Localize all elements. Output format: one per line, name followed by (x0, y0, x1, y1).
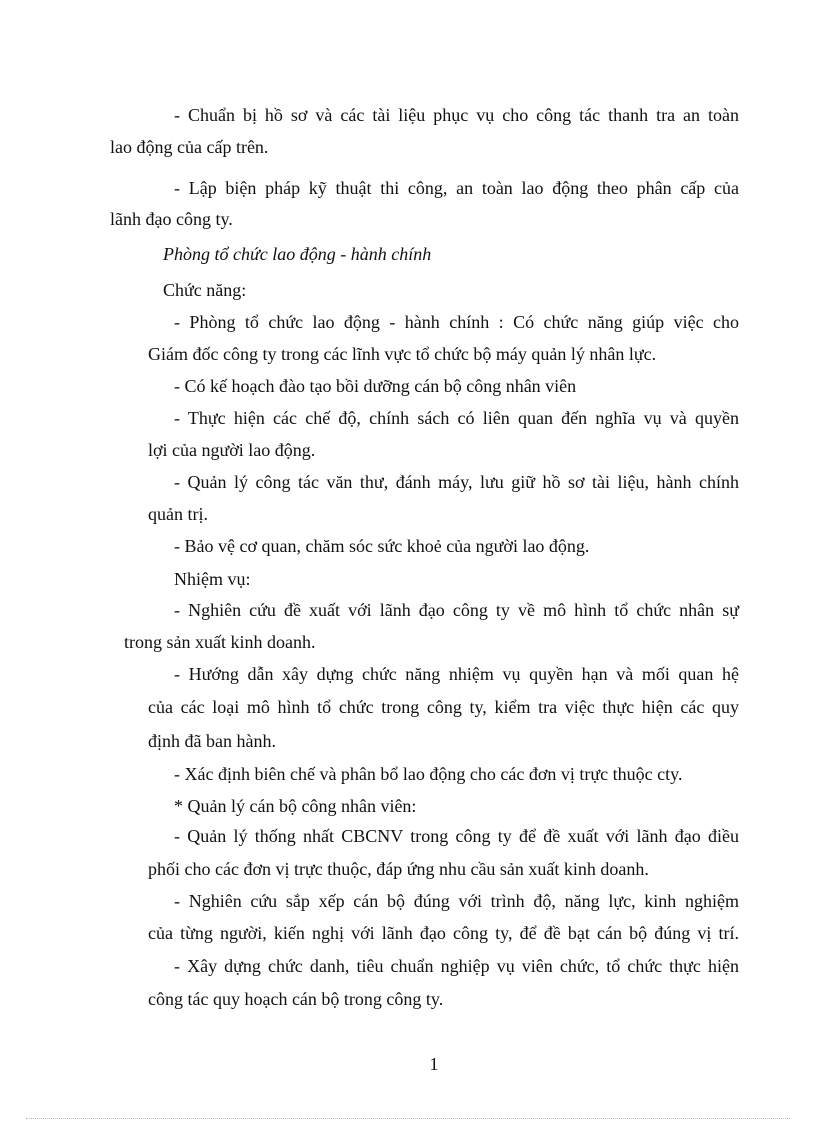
text-line: - Chuẩn bị hồ sơ và các tài liệu phục vụ cho công tác thanh tra an toàn (174, 105, 739, 125)
text-line: công tác quy hoạch cán bộ trong công ty. (148, 989, 444, 1009)
page-bottom-divider (26, 1118, 790, 1119)
text-line: - Thực hiện các chế độ, chính sách có liên quan đến nghĩa vụ và quyền (174, 408, 739, 428)
text-line: - Bảo vệ cơ quan, chăm sóc sức khoẻ của người lao động. (174, 536, 590, 556)
text-line: Giám đốc công ty trong các lĩnh vực tổ chức bộ máy quản lý nhân lực. (148, 344, 657, 364)
text-line: - Quản lý thống nhất CBCNV trong công ty để đề xuất với lãnh đạo điều (174, 826, 739, 846)
text-line: - Xây dựng chức danh, tiêu chuẩn nghiệp vụ viên chức, tổ chức thực hiện (174, 956, 739, 976)
text-line: định đã ban hành. (148, 731, 276, 751)
subheading: * Quản lý cán bộ công nhân viên: (174, 796, 417, 816)
text-line: trong sản xuất kinh doanh. (124, 632, 316, 652)
section-heading: Phòng tổ chức lao động - hành chính (163, 244, 432, 264)
text-line: - Nghiên cứu sắp xếp cán bộ đúng với trình độ, năng lực, kinh nghiệm (174, 891, 739, 911)
text-line: - Phòng tổ chức lao động - hành chính : Có chức năng giúp việc cho (174, 312, 739, 332)
text-line: - Nghiên cứu đề xuất với lãnh đạo công ty về mô hình tổ chức nhân sự (174, 600, 739, 620)
text-line: lãnh đạo công ty. (110, 209, 233, 229)
text-line: - Hướng dẫn xây dựng chức năng nhiệm vụ quyền hạn và mối quan hệ (174, 664, 739, 684)
text-line: của các loại mô hình tổ chức trong công ty, kiểm tra việc thực hiện các quy (148, 697, 739, 717)
page-number: 1 (429, 1054, 439, 1074)
text-line: - Lập biện pháp kỹ thuật thi công, an toàn lao động theo phân cấp của (174, 178, 739, 198)
text-line: phối cho các đơn vị trực thuộc, đáp ứng nhu cầu sản xuất kinh doanh. (148, 859, 649, 879)
text-line: lợi của người lao động. (148, 440, 316, 460)
text-line: lao động của cấp trên. (110, 137, 269, 157)
text-line: - Quản lý công tác văn thư, đánh máy, lưu giữ hồ sơ tài liệu, hành chính (174, 472, 739, 492)
text-line: quản trị. (148, 504, 208, 524)
subheading: Nhiệm vụ: (174, 569, 251, 589)
text-line: của từng người, kiến nghị với lãnh đạo công ty, để đề bạt cán bộ đúng vị trí. (148, 923, 739, 943)
text-line: - Có kế hoạch đào tạo bồi dưỡng cán bộ công nhân viên (174, 376, 577, 396)
subheading: Chức năng: (163, 280, 247, 300)
text-line: - Xác định biên chế và phân bổ lao động cho các đơn vị trực thuộc cty. (174, 764, 683, 784)
